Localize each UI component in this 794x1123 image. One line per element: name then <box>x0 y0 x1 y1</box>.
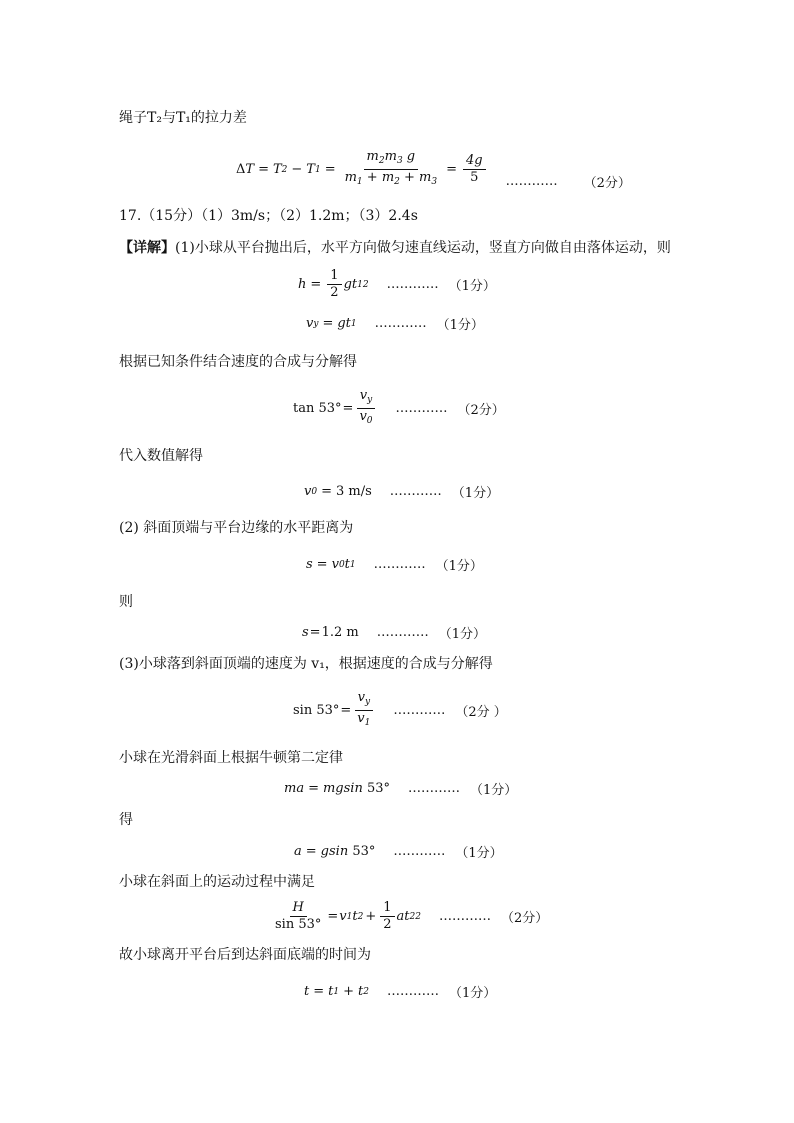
combine-text: 根据已知条件结合速度的合成与分解得 <box>119 354 357 370</box>
equation-s-value: s = 1.2 m ………… （1分） <box>302 625 486 642</box>
q17-answer: 17.（15分）（1）3m/s；（2）1.2m；（3）2.4s <box>119 208 418 224</box>
dots: ………… <box>393 703 446 718</box>
equation-vy: v y = gt 1 ………… （1分） <box>306 316 484 333</box>
score: （2分） <box>501 911 549 926</box>
equation-v0: v 0 = 3 m/s ………… （1分） <box>304 484 500 501</box>
score: （1分） <box>455 846 503 861</box>
equation-a: a = gsin 53° ………… （1分） <box>294 844 503 861</box>
score: （1分） <box>435 559 483 574</box>
motion-text: 小球在斜面上的运动过程中满足 <box>119 874 315 890</box>
dots: ………… <box>374 316 427 331</box>
equation-t: t = t 1 + t 2 ………… （1分） <box>304 984 497 1001</box>
tension-diff-text: 绳子T₂与T₁的拉力差 <box>119 110 247 126</box>
score: （1分） <box>436 318 484 333</box>
score: （2分 ） <box>455 705 507 720</box>
get-text: 得 <box>119 812 133 828</box>
detail-text: (1)小球从平台抛出后，水平方向做匀速直线运动，竖直方向做自由落体运动，则 <box>175 240 671 256</box>
part2-text: (2) 斜面顶端与平台边缘的水平距离为 <box>119 520 354 536</box>
substitute-text: 代入数值解得 <box>119 448 203 464</box>
score: （1分） <box>451 486 500 501</box>
equation-tan: tan 53° = $\frac{v_y}{v_0}$ ………… （2分） <box>293 388 505 426</box>
score: （1分） <box>448 279 496 294</box>
dots: ………… <box>395 401 448 416</box>
detail-tag: 【详解】 <box>119 240 175 256</box>
dots: ………… <box>389 484 442 499</box>
part3-text: (3)小球落到斜面顶端的速度为 v₁，根据速度的合成与分解得 <box>119 656 493 672</box>
dots: ………… <box>439 909 491 924</box>
dots: ………… <box>386 277 439 292</box>
dots: ………… <box>408 781 461 796</box>
score: （2分） <box>457 403 505 418</box>
score: （1分） <box>448 986 497 1001</box>
score: （1分） <box>470 783 518 798</box>
then-text: 则 <box>119 594 133 610</box>
dots: ………… <box>386 984 439 999</box>
equation-s: s = v 0 t 1 ………… （1分） <box>306 557 483 574</box>
dots: ………… <box>373 557 426 572</box>
tension-equation: Δ T = T 2 − T 1 = $\frac{m_2m_3 g}{m_1 + m_2 + m_3}$ = $\frac{4g}{5}$ ………… （2分） <box>236 149 631 191</box>
dots: ………… <box>393 844 446 859</box>
score: （2分） <box>583 176 631 191</box>
detail-line <box>119 238 671 258</box>
score: （1分） <box>438 627 486 642</box>
dots: ………… <box>505 174 558 189</box>
newton-text: 小球在光滑斜面上根据牛顿第二定律 <box>119 750 343 766</box>
equation-H: $\frac{H}{\sin 53^\circ}$ = v 1 t 2 + $\frac{1}{2}$ at 2 2 ………… （2分） <box>275 900 549 932</box>
dots: ………… <box>376 625 429 640</box>
total-time-text: 故小球离开平台后到达斜面底端的时间为 <box>119 947 371 963</box>
equation-sin: sin 53° = $\frac{v_y}{v_1}$ ………… （2分 ） <box>293 690 507 728</box>
equation-h: h = $\frac{1}{2}$ gt 1 2 ………… （1分） <box>298 268 496 300</box>
equation-ma: ma = mgsin 53° ………… （1分） <box>284 781 518 798</box>
